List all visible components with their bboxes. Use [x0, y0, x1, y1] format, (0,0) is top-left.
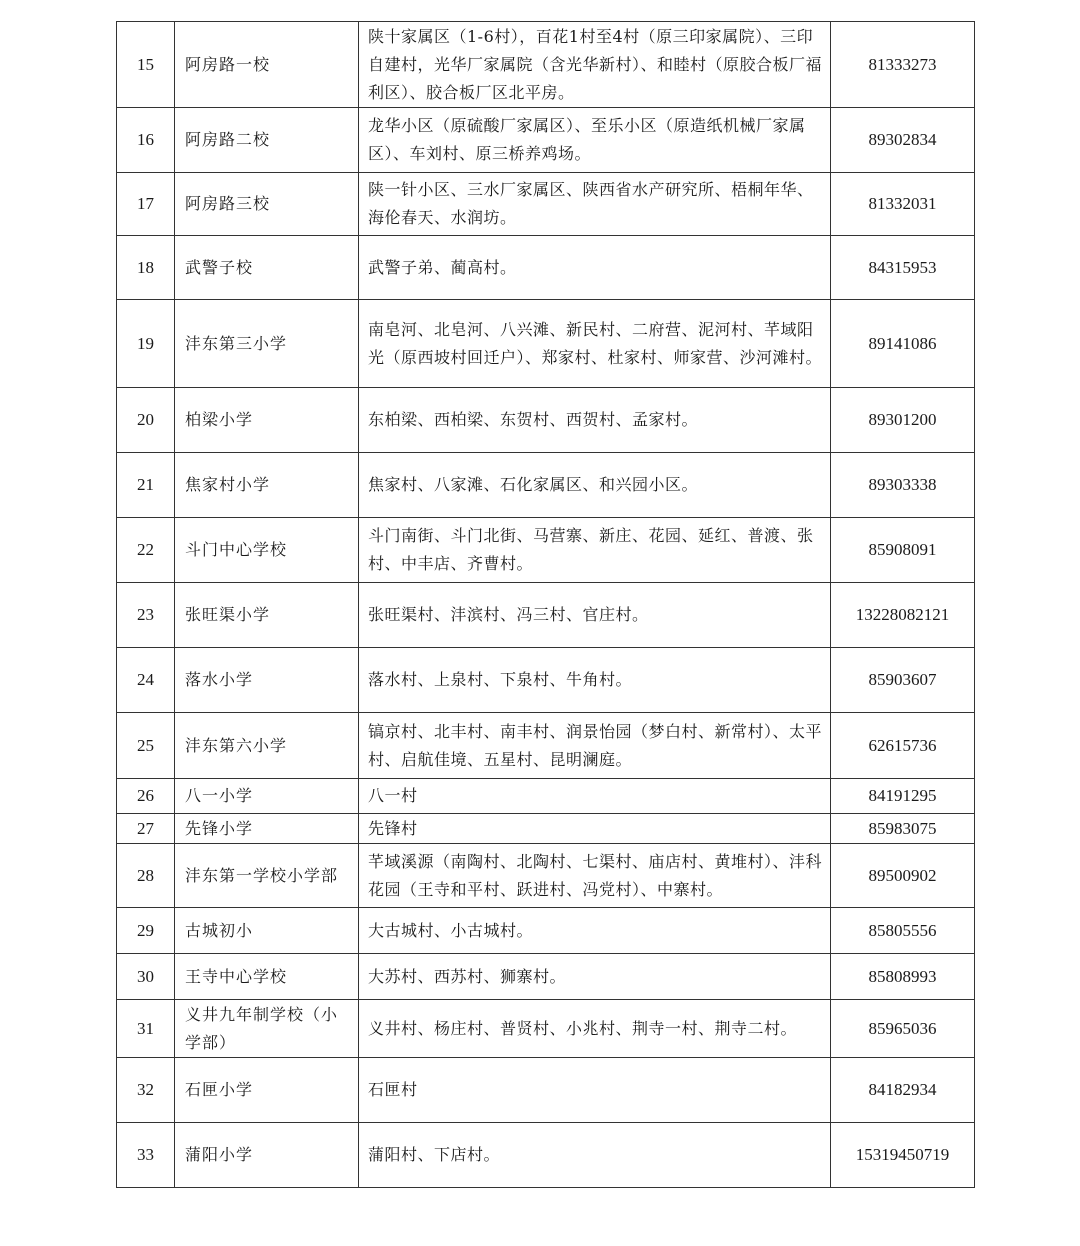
- school-name: 石匣小学: [175, 1058, 359, 1123]
- enrollment-area: 镐京村、北丰村、南丰村、润景怡园（梦白村、新常村）、太平村、启航佳境、五星村、昆明澜庭。: [359, 713, 831, 779]
- table-row: [117, 1058, 975, 1123]
- table-body: [117, 22, 975, 1188]
- row-number: 16: [117, 108, 175, 173]
- enrollment-area: 先锋村: [359, 814, 831, 844]
- table-row: [117, 954, 975, 1000]
- table-row: [117, 236, 975, 300]
- contact-phone: 89500902: [831, 844, 975, 908]
- row-number: 20: [117, 388, 175, 453]
- enrollment-area: 落水村、上泉村、下泉村、牛角村。: [359, 648, 831, 713]
- contact-phone: 85908091: [831, 518, 975, 583]
- contact-phone: 85965036: [831, 1000, 975, 1058]
- contact-phone: 81333273: [831, 22, 975, 108]
- row-number: 28: [117, 844, 175, 908]
- school-name: 焦家村小学: [175, 453, 359, 518]
- row-number: 31: [117, 1000, 175, 1058]
- school-name: 王寺中心学校: [175, 954, 359, 1000]
- table-row: [117, 22, 975, 108]
- row-number: 17: [117, 173, 175, 236]
- table-row: [117, 779, 975, 814]
- contact-phone: 85903607: [831, 648, 975, 713]
- school-district-table: [116, 21, 975, 1188]
- school-name: 阿房路二校: [175, 108, 359, 173]
- school-name: 斗门中心学校: [175, 518, 359, 583]
- table-row: [117, 108, 975, 173]
- table-row: [117, 1000, 975, 1058]
- table-row: [117, 648, 975, 713]
- contact-phone: 62615736: [831, 713, 975, 779]
- enrollment-area: 大苏村、西苏村、狮寨村。: [359, 954, 831, 1000]
- row-number: 18: [117, 236, 175, 300]
- enrollment-area: 斗门南街、斗门北街、马营寨、新庄、花园、延红、普渡、张村、中丰店、齐曹村。: [359, 518, 831, 583]
- contact-phone: 84315953: [831, 236, 975, 300]
- table-row: [117, 300, 975, 388]
- row-number: 33: [117, 1123, 175, 1188]
- table-row: [117, 583, 975, 648]
- enrollment-area: 蒲阳村、下店村。: [359, 1123, 831, 1188]
- school-name: 先锋小学: [175, 814, 359, 844]
- enrollment-area: 南皂河、北皂河、八兴滩、新民村、二府营、泥河村、芊域阳光（原西坡村回迁户）、郑家村、杜家村、师家营、沙河滩村。: [359, 300, 831, 388]
- contact-phone: 89301200: [831, 388, 975, 453]
- table-row: [117, 518, 975, 583]
- enrollment-area: 龙华小区（原硫酸厂家属区）、至乐小区（原造纸机械厂家属区）、车刘村、原三桥养鸡场。: [359, 108, 831, 173]
- enrollment-area: 八一村: [359, 779, 831, 814]
- row-number: 15: [117, 22, 175, 108]
- enrollment-area: 张旺渠村、沣滨村、冯三村、官庄村。: [359, 583, 831, 648]
- school-name: 义井九年制学校（小学部）: [175, 1000, 359, 1058]
- enrollment-area: 义井村、杨庄村、普贤村、小兆村、荆寺一村、荆寺二村。: [359, 1000, 831, 1058]
- school-name: 沣东第三小学: [175, 300, 359, 388]
- table-row: [117, 1123, 975, 1188]
- enrollment-area: 陕一针小区、三水厂家属区、陕西省水产研究所、梧桐年华、海伦春天、水润坊。: [359, 173, 831, 236]
- row-number: 22: [117, 518, 175, 583]
- row-number: 32: [117, 1058, 175, 1123]
- contact-phone: 89141086: [831, 300, 975, 388]
- contact-phone: 89302834: [831, 108, 975, 173]
- school-name: 古城初小: [175, 908, 359, 954]
- enrollment-area: 焦家村、八家滩、石化家属区、和兴园小区。: [359, 453, 831, 518]
- table-row: [117, 713, 975, 779]
- table-row: [117, 908, 975, 954]
- school-name: 武警子校: [175, 236, 359, 300]
- enrollment-area: 陕十家属区（1-6村），百花1村至4村（原三印家属院）、三印自建村，光华厂家属院（含光华新村）、和睦村（原胶合板厂福利区）、胶合板厂区北平房。: [359, 22, 831, 108]
- enrollment-area: 芊域溪源（南陶村、北陶村、七渠村、庙店村、黄堆村）、沣科花园（王寺和平村、跃进村、冯党村）、中寨村。: [359, 844, 831, 908]
- contact-phone: 89303338: [831, 453, 975, 518]
- school-name: 落水小学: [175, 648, 359, 713]
- table-row: [117, 453, 975, 518]
- school-name: 阿房路一校: [175, 22, 359, 108]
- row-number: 19: [117, 300, 175, 388]
- contact-phone: 85808993: [831, 954, 975, 1000]
- enrollment-area: 石匣村: [359, 1058, 831, 1123]
- school-name: 八一小学: [175, 779, 359, 814]
- table-row: [117, 814, 975, 844]
- row-number: 24: [117, 648, 175, 713]
- table-row: [117, 388, 975, 453]
- contact-phone: 15319450719: [831, 1123, 975, 1188]
- contact-phone: 13228082121: [831, 583, 975, 648]
- school-name: 柏梁小学: [175, 388, 359, 453]
- enrollment-area: 大古城村、小古城村。: [359, 908, 831, 954]
- school-name: 阿房路三校: [175, 173, 359, 236]
- school-name: 沣东第一学校小学部: [175, 844, 359, 908]
- contact-phone: 84182934: [831, 1058, 975, 1123]
- row-number: 25: [117, 713, 175, 779]
- school-name: 沣东第六小学: [175, 713, 359, 779]
- enrollment-area: 武警子弟、蔺高村。: [359, 236, 831, 300]
- contact-phone: 81332031: [831, 173, 975, 236]
- contact-phone: 85805556: [831, 908, 975, 954]
- row-number: 30: [117, 954, 175, 1000]
- row-number: 29: [117, 908, 175, 954]
- enrollment-area: 东柏梁、西柏梁、东贺村、西贺村、孟家村。: [359, 388, 831, 453]
- row-number: 27: [117, 814, 175, 844]
- row-number: 23: [117, 583, 175, 648]
- row-number: 26: [117, 779, 175, 814]
- row-number: 21: [117, 453, 175, 518]
- contact-phone: 85983075: [831, 814, 975, 844]
- school-name: 张旺渠小学: [175, 583, 359, 648]
- table-row: [117, 844, 975, 908]
- contact-phone: 84191295: [831, 779, 975, 814]
- school-name: 蒲阳小学: [175, 1123, 359, 1188]
- table-row: [117, 173, 975, 236]
